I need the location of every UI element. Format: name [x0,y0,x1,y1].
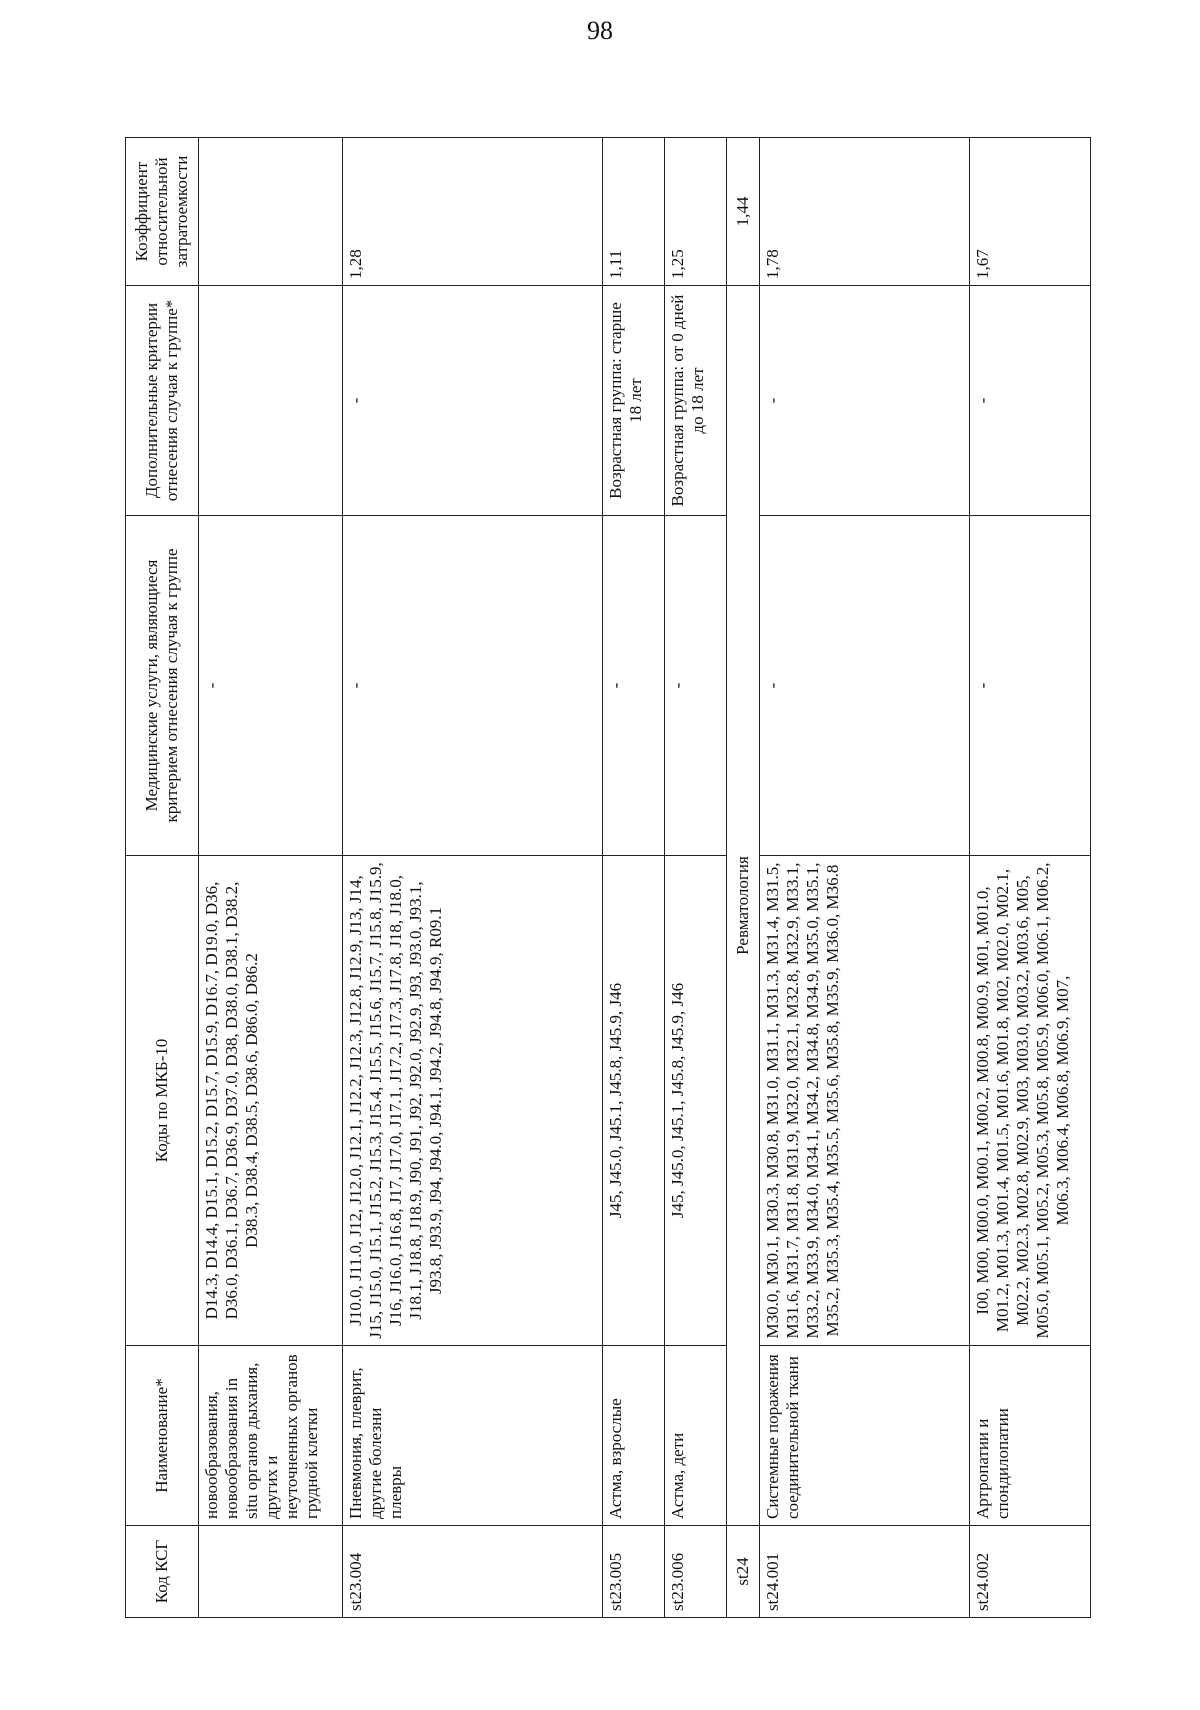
cell-code: st23.005 [602,1526,664,1618]
cell-coef [199,138,343,286]
cell-services: - [343,516,602,856]
cell-coef: 1,25 [664,138,726,286]
cell-name: Артропатии и спондилопатии [969,1346,1091,1526]
cell-mkb: J45, J45.0, J45.1, J45.8, J45.9, J46 [664,856,726,1346]
cell-services: - [664,516,726,856]
table-row [664,138,726,1618]
cell-coef: 1,28 [343,138,602,286]
cell-name: Пневмония, плеврит, другие болезни плевры [343,1346,602,1526]
section-row [727,138,760,1618]
cell-name: новообразования, новообразования in situ органов дыхания, других и неуточненных органов грудной клетки [199,1346,343,1526]
table-header-row [126,138,199,1618]
table-row [343,138,602,1618]
ksg-table [125,137,1091,1618]
cell-criteria: - [969,286,1091,516]
header-services: Медицинские услуги, являющиеся критерием отнесения случая к группе [126,516,199,856]
cell-name: Системные поражения соединительной ткани [759,1346,969,1526]
cell-name: Астма, взрослые [602,1346,664,1526]
table-row [199,138,343,1618]
table-container [125,138,1091,1618]
cell-code: st24.001 [759,1526,969,1618]
cell-coef: 1,78 [759,138,969,286]
cell-services: - [969,516,1091,856]
table-row [602,138,664,1618]
cell-coef: 1,11 [602,138,664,286]
cell-code: st24 [727,1526,760,1618]
header-code: Код КСГ [126,1526,199,1618]
cell-criteria: Возрастная группа: старше 18 лет [602,286,664,516]
cell-criteria [199,286,343,516]
header-mkb: Коды по МКБ-10 [126,856,199,1346]
cell-name: Астма, дети [664,1346,726,1526]
cell-mkb: D14.3, D14.4, D15.1, D15.2, D15.7, D15.9, D16.7, D19.0, D36, D36.0, D36.1, D36.7, D36.9, D37.0, D38, D38.0, D38.1, D38.2, D38.3, D38.4, D38.5, D38.6, D86.0, D86.2 [199,856,343,1346]
cell-code [199,1526,343,1618]
rotated-table-frame [125,138,1091,1618]
cell-services: - [602,516,664,856]
cell-mkb: M30.0, M30.1, M30.3, M30.8, M31.0, M31.1, M31.3, M31.4, M31.5, M31.6, M31.7, M31.8, M31.9, M32.0, M32.1, M32.8, M32.9, M33.1, M33.2, M33.9, M34.0, M34.1, M34.2, M34.8, M34.9, M35.0, M35.1, M35.2, M35.3, M35.4, M35.5, M35.6, M35.8, M35.9, M36.0, M36.8 [759,856,969,1346]
cell-code: st23.004 [343,1526,602,1618]
header-name: Наименование* [126,1346,199,1526]
header-criteria: Дополнительные критерии отнесения случая к группе* [126,286,199,516]
cell-services: - [199,516,343,856]
table-row [759,138,969,1618]
cell-criteria: - [759,286,969,516]
cell-services: - [759,516,969,856]
page-number: 98 [587,16,613,45]
section-title: Ревматология [727,286,760,1526]
cell-coef: 1,67 [969,138,1091,286]
cell-mkb: I00, M00, M00.0, M00.1, M00.2, M00.8, M00.9, M01, M01.0, M01.2, M01.3, M01.4, M01.5, M01.6, M01.8, M02, M02.0, M02.1, M02.2, M02.3, M02.8, M02.9, M03, M03.0, M03.2, M03.6, M05, M05.0, M05.1, M05.2, M05.3, M05.8, M05.9, M06.0, M06.1, M06.2, M06.3, M06.4, M06.8, M06.9, M07, [969,856,1091,1346]
cell-coef: 1,44 [727,138,760,286]
cell-criteria: Возрастная группа: от 0 дней до 18 лет [664,286,726,516]
cell-mkb: J10.0, J11.0, J12, J12.0, J12.1, J12.2, J12.3, J12.8, J12.9, J13, J14, J15, J15.0, J15.1, J15.2, J15.3, J15.4, J15.5, J15.6, J15.7, J15.8, J15.9, J16, J16.0, J16.8, J17, J17.0, J17.1, J17.2, J17.3, J17.8, J18, J18.0, J18.1, J18.8, J18.9, J90, J91, J92, J92.0, J92.9, J93, J93.0, J93.1, J93.8, J93.9, J94, J94.0, J94.1, J94.2, J94.8, J94.9, R09.1 [343,856,602,1346]
cell-criteria: - [343,286,602,516]
cell-code: st24.002 [969,1526,1091,1618]
cell-code: st23.006 [664,1526,726,1618]
table-row [969,138,1091,1618]
header-coef: Коэффициент относительной затратоемкости [126,138,199,286]
cell-mkb: J45, J45.0, J45.1, J45.8, J45.9, J46 [602,856,664,1346]
